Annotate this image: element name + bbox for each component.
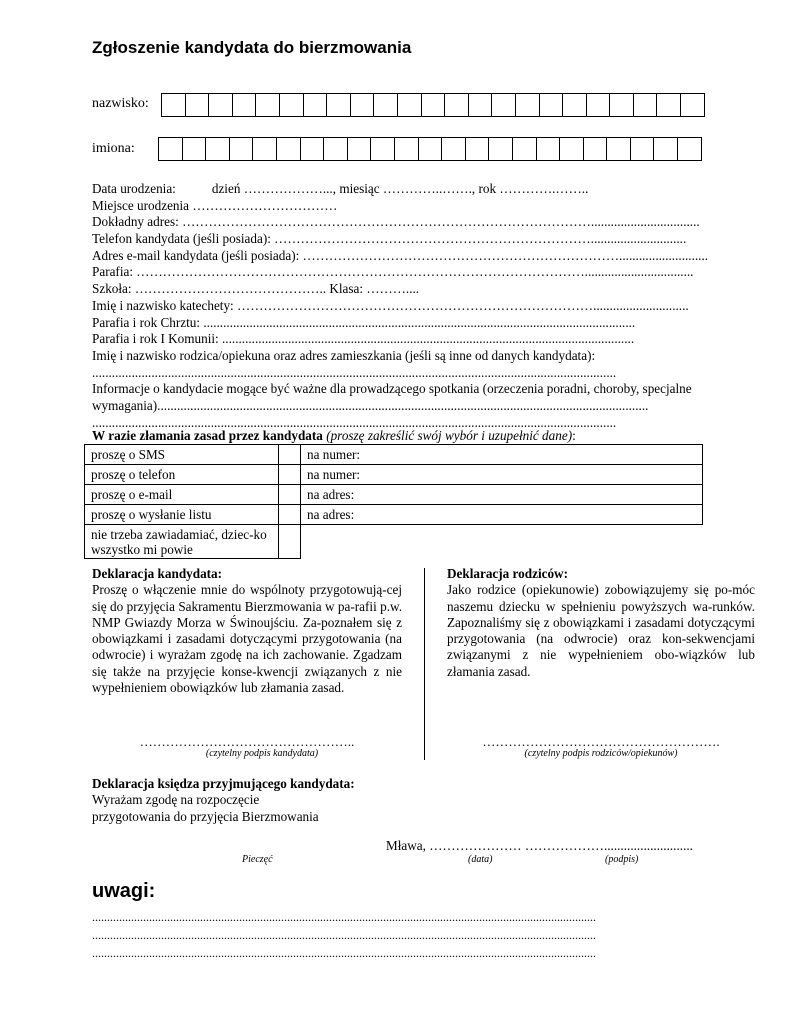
parent-dots-row[interactable]: ............................................................................................................................................................... — [92, 364, 617, 380]
candidate-signature-label: (czytelny podpis kandydata) — [205, 748, 319, 759]
priest-declaration-heading: Deklaracja księdza przyjmującego kandydata: — [92, 776, 355, 791]
parent-row: Imię i nazwisko rodzica/opiekuna oraz adres zamieszkania (jeśli są inne od danych kandydata): — [92, 347, 596, 363]
priest-declaration-line2: przygotowania do przyjęcia Bierzmowania — [92, 808, 319, 824]
first-names-boxes[interactable] — [158, 137, 702, 161]
parents-declaration — [447, 566, 755, 680]
contact-heading-colon: : — [572, 428, 576, 443]
parents-signature-label: (czytelny podpis rodziców/opiekunów) — [524, 748, 678, 759]
contact-option: proszę o e-mail — [85, 485, 279, 505]
date-label: (data) — [468, 854, 493, 865]
surname-boxes[interactable] — [161, 93, 705, 117]
contact-heading — [92, 428, 576, 445]
birth-place-row[interactable]: Miejsce urodzenia …………………………… — [92, 197, 338, 213]
contact-checkbox[interactable] — [279, 485, 301, 505]
contact-row — [85, 485, 703, 505]
stamp-label: Pieczęć — [242, 854, 273, 865]
contact-heading-bold: W razie złamania zasad przez kandydata — [92, 428, 323, 443]
surname-label: nazwisko: — [92, 96, 149, 111]
notes-line[interactable]: ........................................................................................................................................................................ — [92, 928, 596, 942]
first-names-label: imiona: — [92, 141, 135, 156]
contact-row — [85, 505, 703, 525]
contact-checkbox[interactable] — [279, 505, 301, 525]
birth-date-label: Data urodzenia: — [92, 181, 176, 196]
notes-heading: uwagi: — [92, 880, 156, 902]
birth-date-dots: dzień ………………..., miesiąc …………..……., rok ………….…….. — [211, 181, 589, 196]
priest-declaration-line1: Wyrażam zgodę na rozpoczęcie — [92, 792, 260, 808]
signature-label: (podpis) — [605, 854, 639, 865]
contact-checkbox[interactable] — [279, 445, 301, 465]
place-date-line[interactable]: Mława, ………………… ………………........................... — [386, 838, 693, 853]
contact-value[interactable]: na numer: — [301, 465, 703, 485]
contact-checkbox[interactable] — [279, 465, 301, 485]
notes-line[interactable]: ........................................................................................................................................................................ — [92, 946, 596, 960]
candidate-signature-line[interactable]: ………………………………………….. — [139, 734, 355, 749]
column-divider — [424, 568, 425, 760]
communion-row[interactable]: Parafia i rok I Komunii: ............................................................................................................................. — [92, 331, 635, 347]
email-row[interactable]: Adres e-mail kandydata (jeśli posiada): ………………………………………………………………........................... — [92, 247, 709, 263]
school-row[interactable]: Szkoła: …………………………………….. Klasa: ……….... — [92, 281, 420, 297]
contact-table — [84, 444, 703, 559]
address-row[interactable]: Dokładny adres: …………………………………………………………………………………................................. — [92, 214, 700, 230]
info-row: Informacje o kandydacie mogące być ważne dla prowadzącego spotkania (orzeczenia poradni, choroby, specjalne — [92, 381, 692, 397]
contact-row — [85, 445, 703, 465]
contact-row — [85, 525, 703, 559]
catechist-row[interactable]: Imię i nazwisko katechety: ………………………………………………………………………............................. — [92, 297, 689, 313]
candidate-declaration — [92, 566, 402, 696]
candidate-declaration-heading: Deklaracja kandydata: — [92, 566, 223, 581]
contact-value[interactable]: na adres: — [301, 485, 703, 505]
contact-option: proszę o SMS — [85, 445, 279, 465]
contact-row — [85, 465, 703, 485]
contact-option: proszę o telefon — [85, 465, 279, 485]
phone-row[interactable]: Telefon kandydata (jeśli posiada): ………………………………………………………………............................. — [92, 231, 687, 247]
contact-checkbox[interactable] — [279, 525, 301, 559]
notes-line[interactable]: ........................................................................................................................................................................ — [92, 910, 596, 924]
priest-declaration — [92, 776, 492, 825]
info-dots-row[interactable]: ............................................................................................................................................................... — [92, 414, 617, 430]
contact-option: nie trzeba zawiadamiać, dziec-ko wszystko mi powie — [85, 525, 279, 559]
contact-value[interactable]: na numer: — [301, 445, 703, 465]
candidate-fields — [92, 181, 754, 431]
parents-declaration-heading: Deklaracja rodziców: — [447, 566, 568, 581]
parish-row[interactable]: Parafia: …………………………………………………………………………………………................................. — [92, 264, 694, 280]
contact-heading-italic: (proszę zakreślić swój wybór i uzupełnić dane) — [326, 428, 573, 443]
parents-declaration-text: Jako rodzice (opiekunowie) zobowiązujemy się po-móc naszemu dziecku w spełnieniu powyższych wa-runków. Zapoznaliśmy się z obowiązkami i zasadami dotyczącymi przygotowania (na odwrocie) oraz kon-sekwencjami związanymi z nie wypełnieniem obo-wiązków lub złamania zasad. — [447, 582, 755, 679]
requirements-row[interactable]: wymagania)..................................................................................................................................................... — [92, 397, 649, 413]
candidate-declaration-text: Proszę o włączenie mnie do wspólnoty przygotowują-cej się do przyjęcia Sakramentu Bierzmowania w pa-rafii p.w. NMP Gwiazdy Morza w Świnoujściu. Za-poznałem się z obowiązkami i zasadami dotyczącymi przygotowania (na odwrocie) i wyrażam zgodę na ich zachowanie. Zgadzam się także na przyjęcie konse-kwencji związanych z nie wypełnieniem obowiązków lub złamania zasad. — [92, 582, 402, 696]
birth-date-row[interactable] — [92, 181, 754, 198]
parents-signature-line[interactable]: ………………………………………………. — [482, 734, 720, 749]
contact-option: proszę o wysłanie listu — [85, 505, 279, 525]
contact-value[interactable]: na adres: — [301, 505, 703, 525]
page-title: Zgłoszenie kandydata do bierzmowania — [92, 38, 412, 57]
baptism-row[interactable]: Parafia i rok Chrztu: ................................................................................................................................... — [92, 314, 636, 330]
